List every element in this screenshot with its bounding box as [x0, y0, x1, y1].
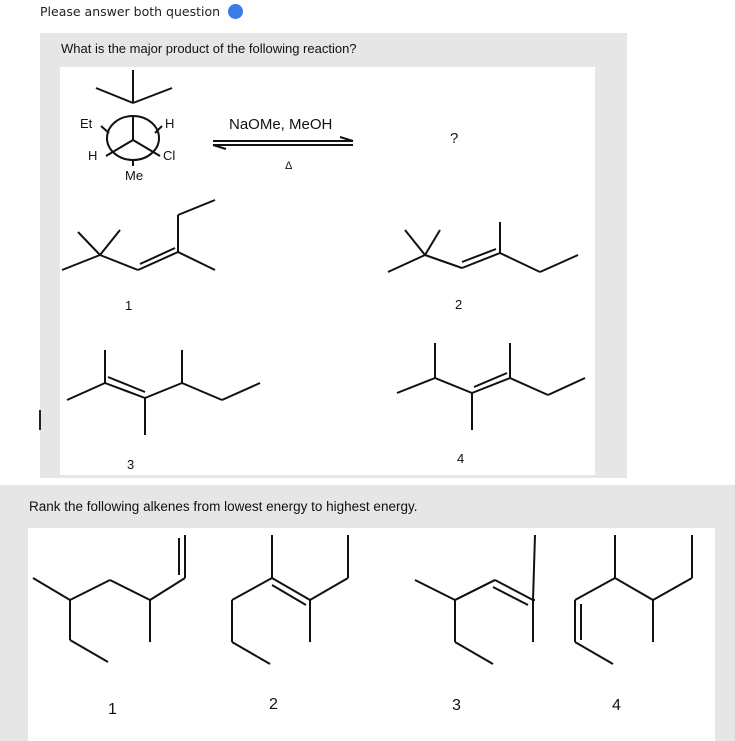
q1-option-2: 2	[455, 297, 463, 312]
newman-bottom: Me	[125, 168, 144, 183]
reagents-label: NaOMe, MeOH	[229, 116, 333, 133]
equilibrium-arrow	[213, 137, 353, 149]
q2-option-2: 2	[269, 696, 278, 713]
heat-label: Δ	[285, 160, 293, 172]
question1-prompt: What is the major product of the following reaction?	[61, 41, 357, 56]
option1-structure	[62, 200, 215, 270]
option2-structure	[388, 222, 578, 272]
question2-prompt: Rank the following alkenes from lowest energy to highest energy.	[29, 499, 418, 514]
alkene4-structure	[575, 535, 692, 664]
option3-structure	[67, 350, 260, 435]
q1-option-1: 1	[125, 298, 133, 313]
q1-option-3: 3	[127, 457, 135, 472]
product-unknown: ?	[450, 130, 459, 147]
newman-back-right: Cl	[163, 148, 176, 163]
newman-projection	[96, 70, 175, 166]
newman-back-left: H	[88, 148, 98, 163]
q1-option-4: 4	[457, 451, 465, 466]
option4-structure	[397, 343, 585, 430]
q2-option-3: 3	[452, 697, 461, 714]
alkene1-structure	[33, 535, 185, 662]
newman-front-right: H	[165, 116, 175, 131]
alkene3-structure	[415, 535, 535, 664]
q2-option-4: 4	[612, 697, 621, 714]
header-text: Please answer both question	[40, 4, 221, 19]
newman-front-left: Et	[80, 116, 93, 131]
alkene2-structure	[232, 535, 348, 664]
q2-option-1: 1	[108, 701, 117, 718]
